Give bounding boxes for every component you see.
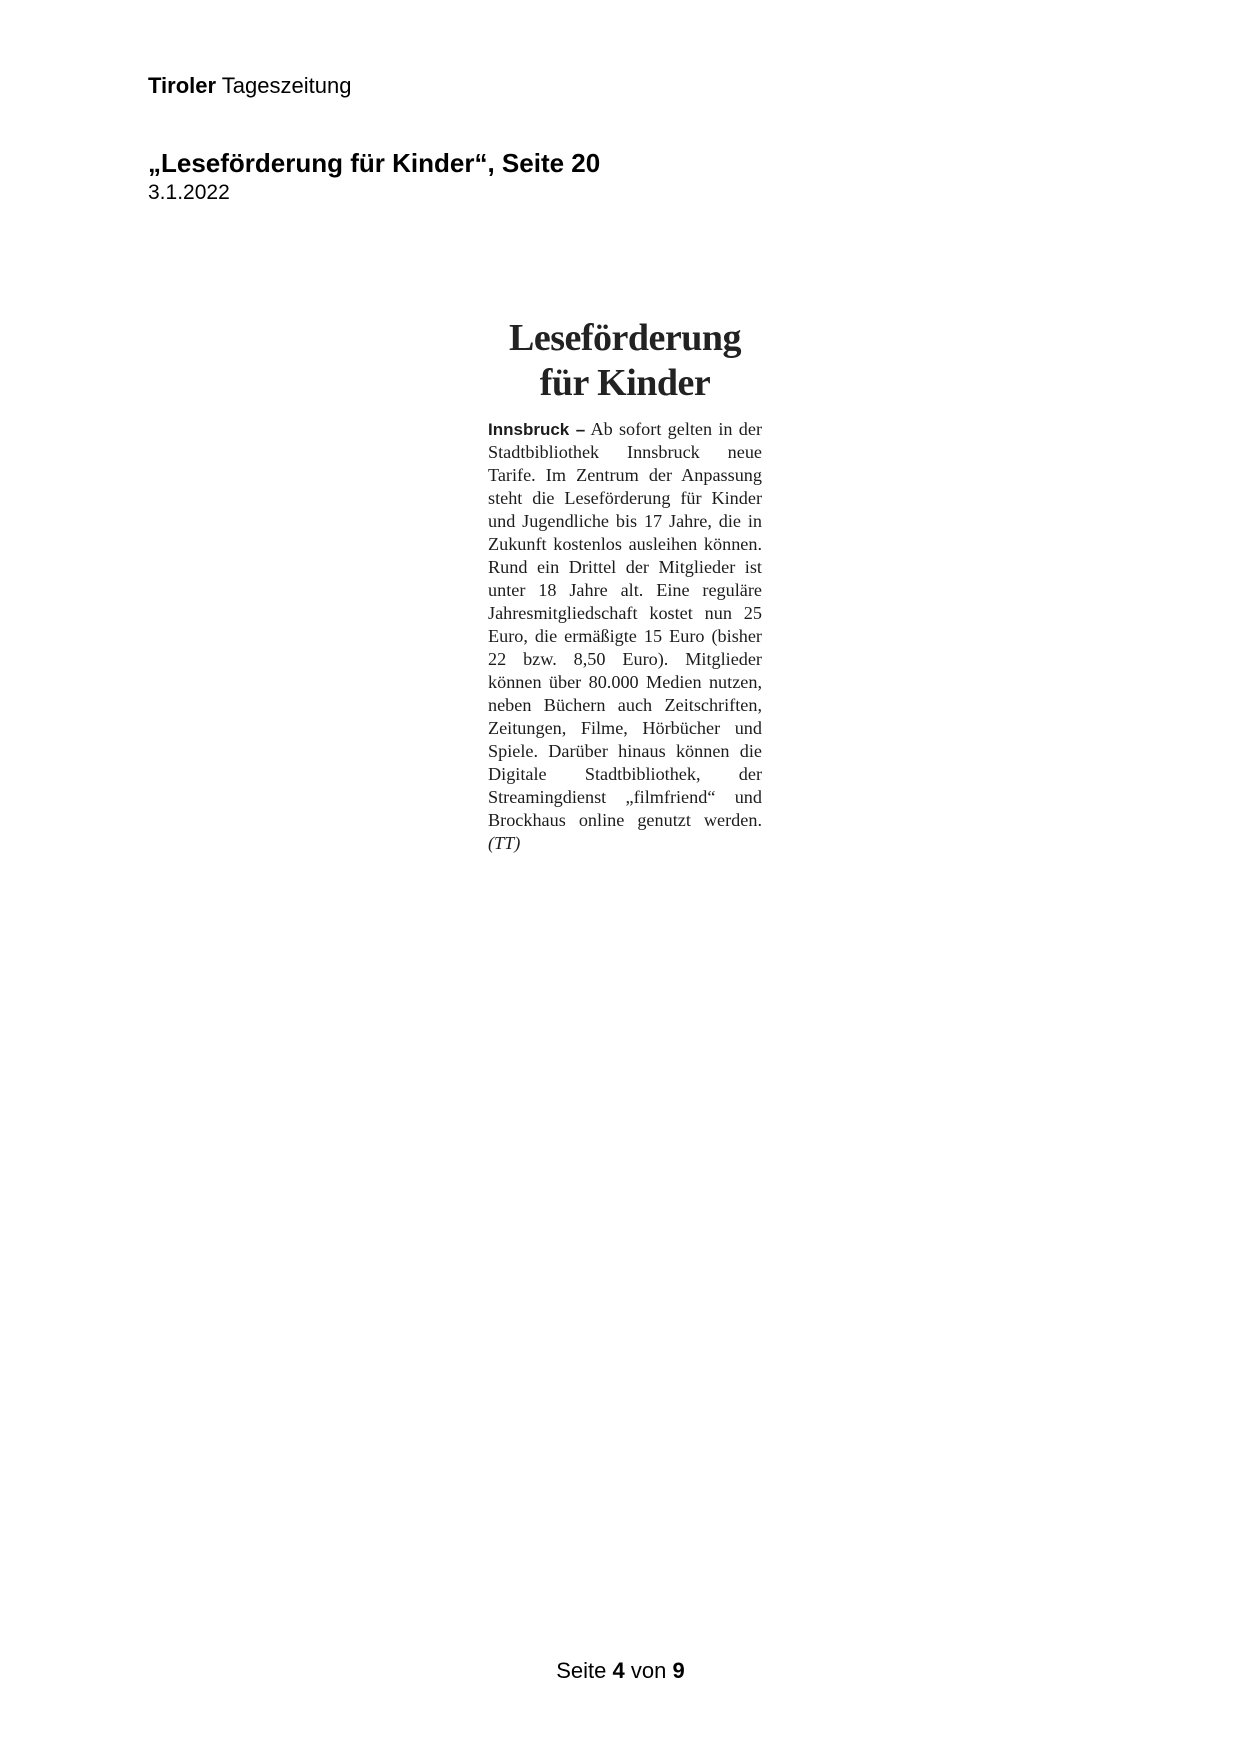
of-label: von [630,1658,667,1683]
document-title: „Leseförderung für Kinder“, Seite 20 [148,148,601,178]
publication-name [148,72,351,100]
article-text: Ab sofort gelten in der Stadtbibliothek Innsbruck neue Tarife. Im Zentrum der Anpassung steht die Leseförderung für Kinder und Jugendliche bis 17 Jahre, die in Zukunft kostenlos ausleihen können. Rund ein Drittel der Mitglieder ist unter 18 Jahre alt. Eine reguläre Jahresmitgliedschaft kostet nun 25 Euro, die ermäßigte 15 Euro (bisher 22 bzw. 8,50 Euro). Mitglieder können über 80.000 Medien nutzen, neben Büchern auch Zeitschriften, Zeitungen, Filme, Hörbücher und Spiele. Darüber hinaus können die Digitale Stadtbibliothek, der Streamingdienst „filmfriend“ und Brockhaus online genutzt werden. [488,419,763,830]
article-headline [488,316,762,406]
document-date: 3.1.2022 [148,181,230,204]
newspaper-clipping [488,316,762,855]
publication-name-rest: Tageszeitung [221,73,352,98]
current-page-number: 4 [612,1658,625,1683]
total-pages-number: 9 [672,1658,685,1683]
page-footer [0,1657,1241,1685]
article-credit: (TT) [488,833,521,853]
article-dateline: Innsbruck – [488,420,586,439]
headline-line-2: für Kinder [539,362,711,404]
publication-name-bold: Tiroler [148,73,217,98]
article-body [488,418,762,855]
headline-line-1: Leseförderung [508,317,742,359]
page-label: Seite [556,1658,607,1683]
